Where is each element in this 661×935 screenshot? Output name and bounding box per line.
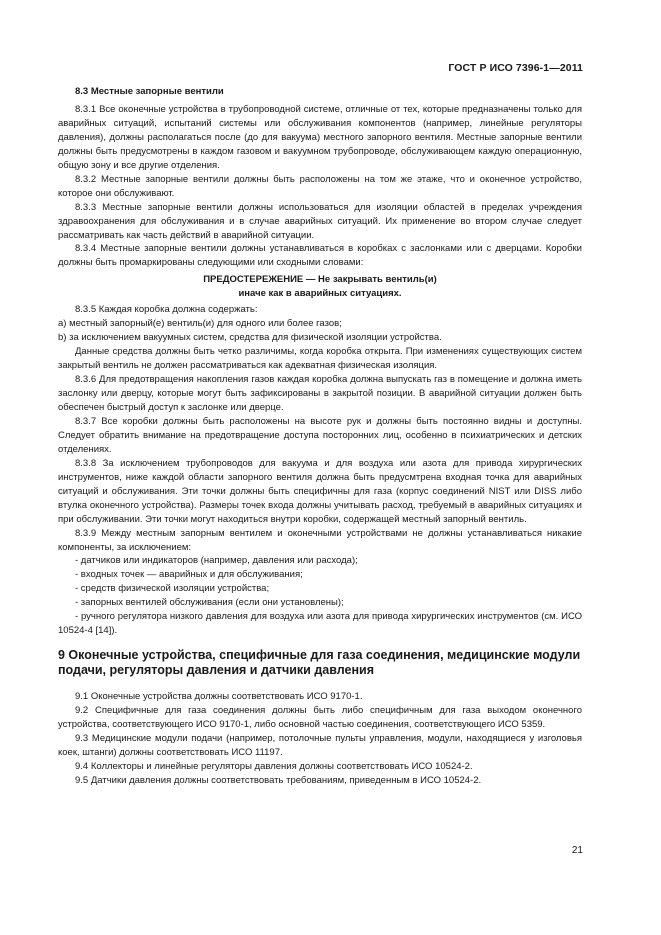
- section-9-heading: 9 Оконечные устройства, специфичные для газа соединения, медицинские модули подачи, регуляторы давления и датчики давления: [58, 648, 581, 678]
- list-item-b: b) за исключением вакуумных систем, средства для физической изоляции устройства.: [58, 332, 442, 344]
- section-8-3-heading: 8.3 Местные запорные вентили: [75, 86, 224, 97]
- document-id: ГОСТ Р ИСО 7396-1—2011: [448, 62, 583, 74]
- list-item: - средств физической изоляции устройства;: [75, 583, 270, 595]
- paragraph-9-1: 9.1 Оконечные устройства должны соответствовать ИСО 9170-1.: [75, 691, 363, 703]
- paragraph-8-3-3: 8.3.3 Местные запорные вентили должны использоваться для изоляции областей в пределах учреждения здравоохранения для обслуживания и в случае аварийных ситуаций. Их применение во втором случае следует рассматривать как часть действий в аварийной ситуации.: [58, 201, 582, 241]
- list-item: - входных точек — аварийных и для обслуживания;: [75, 569, 303, 581]
- paragraph-8-3-8: 8.3.8 За исключением трубопроводов для вакуума и для воздуха или азота для привода хирургических инструментов, ниже каждой области запорного вентиля должна быть предусмтрена входная точка для аварийных ситуаций и обслуживания. Эти точки должны быть специфичны для газа (корпус соединений NIST или DISS либо втулка оконечного устройства). Размеры точек входа должны учитывать расход, требуемый в аварийных ситуациях и при обслуживании. Эти точки могут находиться внутри коробки, содержащей местный запорный вентиль.: [58, 457, 582, 525]
- list-item: - датчиков или индикаторов (например, давления или расхода);: [75, 555, 358, 567]
- paragraph-8-3-1: 8.3.1 Все оконечные устройства в трубопроводной системе, отличные от тех, которые предназначены только для аварийных ситуаций, испытаний системы или обслуживания компонентов (например, линейные регуляторы давления), должны располагаться после (до для вакуума) местного запорного вентиля. Местные запорные вентили должны быть предусмотрены в каждом газовом и вакуумном трубопроводе, обслуживающем каждую операционную, общую зону и все другие отделения.: [58, 103, 582, 171]
- paragraph-8-3-4: 8.3.4 Местные запорные вентили должны устанавливаться в коробках с заслонками или с дверцами. Коробки должны быть промаркированы следующими или сходными словами:: [58, 243, 582, 269]
- page-number: 21: [571, 845, 583, 856]
- paragraph-8-3-9: 8.3.9 Между местным запорным вентилем и оконечными устройствами не должны устанавливаться никакие компоненты, за исключением:: [58, 527, 582, 553]
- paragraph-9-5: 9.5 Датчики давления должны соответствовать требованиям, приведенным в ИСО 10524-2.: [75, 774, 482, 786]
- paragraph-8-3-5: 8.3.5 Каждая коробка должна содержать:: [75, 304, 258, 316]
- paragraph-9-4: 9.4 Коллекторы и линейные регуляторы давления должны соответствовать ИСО 10524-2.: [75, 760, 473, 772]
- paragraph-8-3-7: 8.3.7 Все коробки должны быть расположены на высоте рук и должны быть постоянно видны и доступны. Следует обратить внимание на предотвращение доступа посторонних лиц, особенно в психиатрических и детских отделениях.: [58, 415, 582, 455]
- warning-label: [58, 273, 582, 301]
- paragraph-9-2: 9.2 Специфичные для газа соединения должны быть либо специфичным для газа выходом оконечного устройства, соответствующего ИСО 9170-1, либо основной частью соединения, соответствующего ИСО 5359.: [58, 705, 582, 731]
- warning-line-1: ПРЕДОСТЕРЕЖЕНИЕ — Не закрывать вентиль(и): [203, 274, 437, 286]
- list-item: - ручного регулятора низкого давления для воздуха или азота для привода хирургических инструментов (см. ИСО 10524-4 [14]).: [58, 611, 582, 637]
- list-item: - запорных вентилей обслуживания (если они установлены);: [75, 597, 344, 609]
- page-content: [58, 85, 582, 788]
- list-item-a: а) местный запорный(е) вентиль(и) для одного или более газов;: [58, 318, 342, 330]
- paragraph-8-3-2: 8.3.2 Местные запорные вентили должны быть расположены на том же этаже, что и оконечное устройство, которое они обслуживают.: [58, 173, 582, 199]
- paragraph-8-3-6: 8.3.6 Для предотвращения накопления газов каждая коробка должна выпускать газ в помещение и должна иметь заслонку или дверцу, которые могут быть зафиксированы в закрытой позиции. В аварийной ситуации должен быть обеспечен быстрый доступ к заслонке или дверце.: [58, 374, 582, 413]
- paragraph-9-3: 9.3 Медицинские модули подачи (например, потолочные пульты управления, модули, находящиеся у изголовья коек, штанги) должны соответствовать ИСО 11197.: [58, 733, 582, 758]
- warning-line-2: иначе как в аварийных ситуациях.: [238, 288, 402, 300]
- paragraph-8-3-5-note: Данные средства должны быть четко различимы, когда коробка открыта. При изменениях существующих систем закрытый вентиль не должен рассматриваться как адекватная физическая изоляция.: [58, 346, 582, 372]
